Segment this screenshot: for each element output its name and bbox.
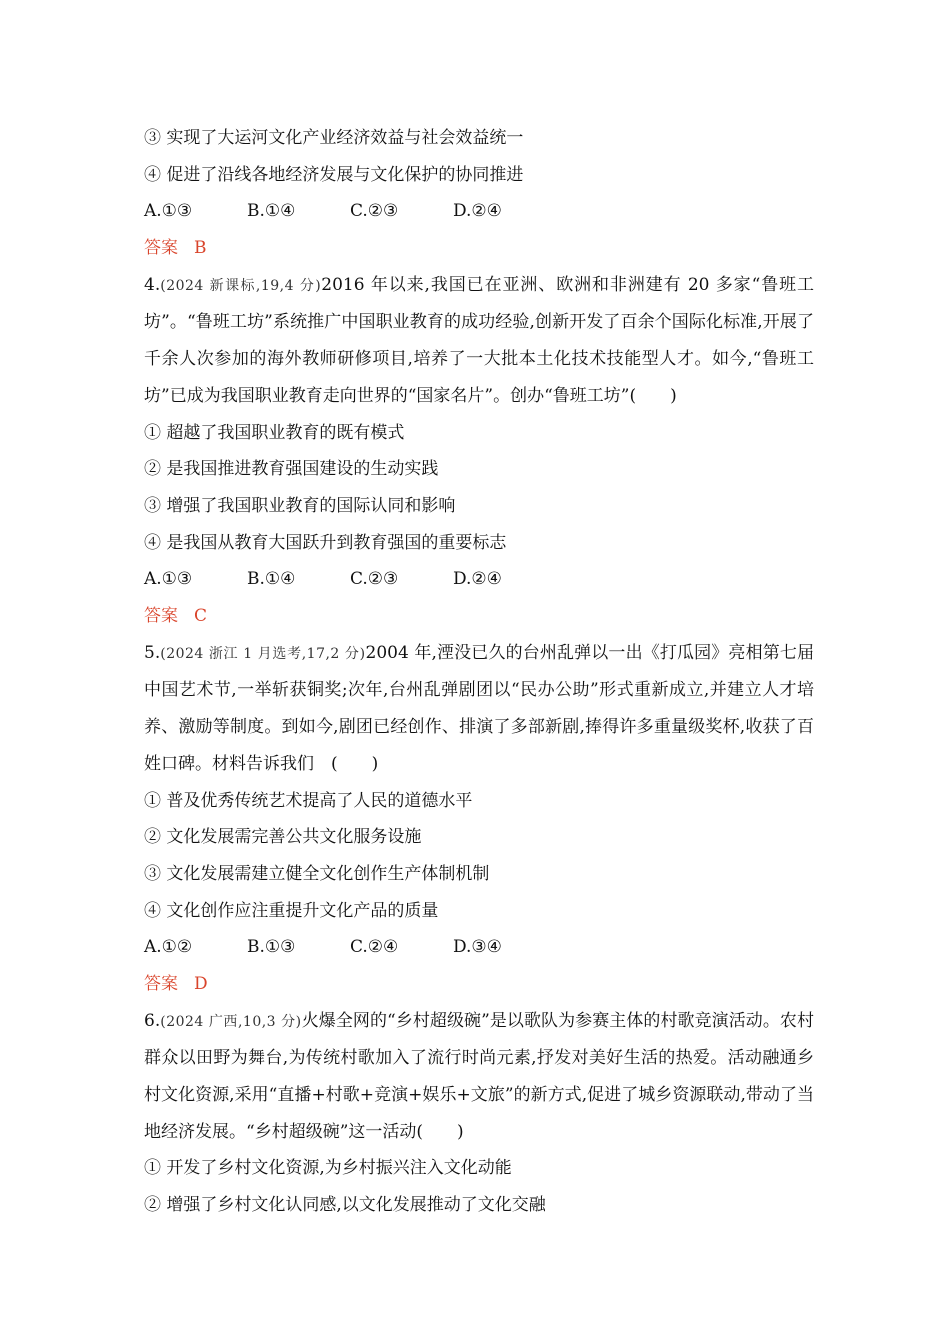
option-item: ④ 文化创作应注重提升文化产品的质量	[144, 900, 439, 921]
choice-d: D.②④	[453, 569, 502, 590]
answer-label: 答案	[144, 973, 178, 994]
choice-d: D.②④	[453, 201, 502, 222]
option-item: ③ 增强了我国职业教育的国际认同和影响	[144, 495, 456, 516]
choice-b: B.①③	[247, 937, 296, 958]
choice-c: C.②③	[350, 201, 399, 222]
option-item: ③ 实现了大运河文化产业经济效益与社会效益统一	[144, 128, 524, 148]
answer-line	[144, 230, 814, 267]
option-item: ④ 是我国从教育大国跃升到教育强国的重要标志	[144, 532, 507, 553]
choice-b: B.①④	[247, 569, 296, 590]
option-item: ① 超越了我国职业教育的既有模式	[144, 422, 405, 443]
question-source: (2024 新课标,19,4 分)	[160, 277, 322, 294]
question-stem	[144, 267, 814, 415]
answer-value: C	[194, 606, 208, 626]
choice-a: A.①③	[144, 201, 193, 222]
choice-row	[144, 561, 814, 598]
question-stem	[144, 1003, 814, 1151]
question-source: (2024 广西,10,3 分)	[160, 1013, 302, 1030]
answer-value: B	[194, 238, 207, 259]
content	[144, 120, 814, 1224]
question-text: 2016 年以来,我国已在亚洲、欧洲和非洲建有 20 多家“鲁班工坊”。“鲁班工坊”系统推广中国职业教育的成功经验,创新开发了百余个国际化标准,开展了千余人次参加的海外教师研修项目,培养了一大批本土化技术技能型人才。如今,“鲁班工坊”已成为我国职业教育走向世界的“国家名片”。创办“鲁班工坊”( )	[144, 274, 815, 406]
question-number: 4.	[144, 274, 161, 295]
answer-label: 答案	[144, 238, 178, 259]
choice-row	[144, 929, 814, 966]
choice-b: B.①④	[247, 201, 296, 222]
option-item: ① 开发了乡村文化资源,为乡村振兴注入文化动能	[144, 1158, 512, 1179]
option-item: ② 增强了乡村文化认同感,以文化发展推动了文化交融	[144, 1195, 546, 1216]
question-source: (2024 浙江 1 月选考,17,2 分)	[160, 645, 366, 662]
answer-value: D	[194, 973, 208, 994]
answer-label: 答案	[144, 606, 178, 626]
choice-c: C.②④	[350, 937, 399, 958]
option-item: ② 文化发展需完善公共文化服务设施	[144, 827, 422, 848]
choice-d: D.③④	[453, 937, 502, 958]
question-number: 5.	[144, 642, 161, 663]
choice-c: C.②③	[350, 569, 399, 590]
question-number: 6.	[144, 1010, 161, 1031]
option-item: ① 普及优秀传统艺术提高了人民的道德水平	[144, 790, 473, 811]
answer-line	[144, 966, 814, 1003]
option-item: ④ 促进了沿线各地经济发展与文化保护的协同推进	[144, 164, 524, 185]
option-item: ③ 文化发展需建立健全文化创作生产体制机制	[144, 863, 490, 884]
choice-a: A.①③	[144, 569, 193, 590]
choice-row	[144, 193, 814, 230]
choice-a: A.①②	[144, 937, 193, 958]
question-text: 火爆全网的“乡村超级碗”是以歌队为参赛主体的村歌竞演活动。农村群众以田野为舞台,为传统村歌加入了流行时尚元素,抒发对美好生活的热爱。活动融通乡村文化资源,采用“直播+村歌+竞演+娱乐+文旅”的新方式,促进了城乡资源联动,带动了当地经济发展。“乡村超级碗”这一活动( )	[144, 1010, 814, 1142]
question-text: 2004 年,湮没已久的台州乱弹以一出《打瓜园》亮相第七届中国艺术节,一举斩获铜奖;次年,台州乱弹剧团以“民办公助”形式重新成立,并建立人才培养、激励等制度。到如今,剧团已经创作、排演了多部新剧,捧得许多重量级奖杯,收获了百姓口碑。材料告诉我们 ( )	[144, 642, 814, 774]
option-item: ② 是我国推进教育强国建设的生动实践	[144, 459, 439, 480]
answer-line	[144, 598, 814, 635]
question-stem	[144, 635, 814, 783]
